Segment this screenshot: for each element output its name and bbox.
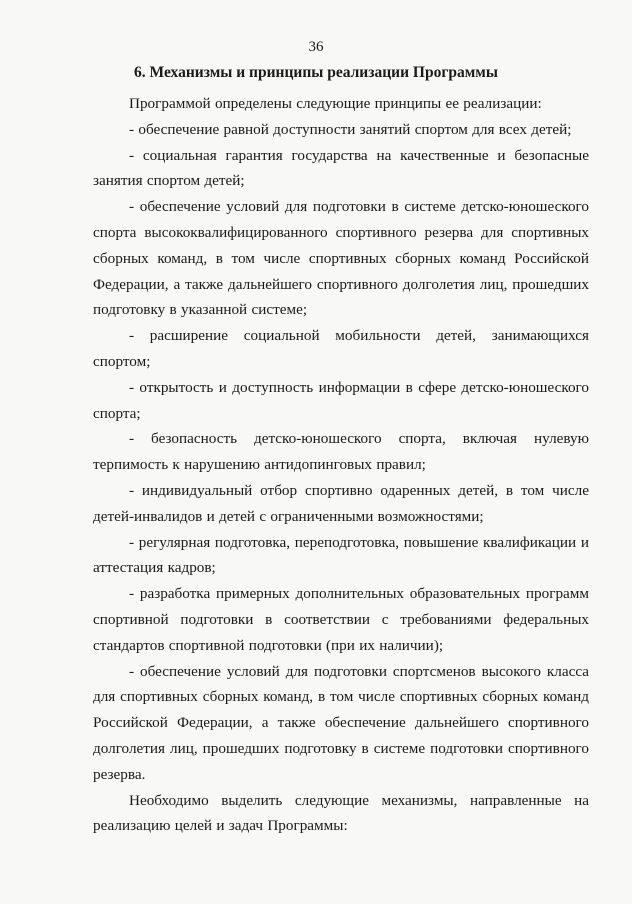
list-item-program-development: - разработка примерных дополнительных образовательных программ спортивной подготовки в соответствии с требованиями федеральных стандартов спортивной подготовки (при их наличии); [93, 585, 589, 654]
list-item-staff-training: - регулярная подготовка, переподготовка, повышение квалификации и аттестация кадров; [93, 533, 589, 577]
page-number: 36 [308, 39, 324, 55]
document-body [93, 91, 589, 839]
list-item-openness: - открытость и доступность информации в сфере детско-юношеского спорта; [93, 378, 589, 422]
list-item-safety: - безопасность детско-юношеского спорта, включая нулевую терпимость к нарушению антидопинговых правил; [93, 430, 589, 474]
list-item-individual-selection: - индивидуальный отбор спортивно одаренных детей, в том числе детей-инвалидов и детей с ограниченными возможностями; [93, 481, 589, 525]
list-item-social-mobility: - расширение социальной мобильности детей, занимающихся спортом; [93, 327, 589, 370]
list-item-reserve-training: - обеспечение условий для подготовки в системе детско-юношеского спорта высококвалифицированного спортивного резерва для спортивных сборных команд, в том числе спортивных сборных команд Российской Федерации, а также дальнейшего спортивного долголетия лиц, прошедших подготовку в указанной системе; [93, 198, 589, 319]
section-heading: 6. Механизмы и принципы реализации Программы [134, 64, 498, 81]
list-item-social-guarantee: - социальная гарантия государства на качественные и безопасные занятия спортом детей; [93, 146, 589, 190]
intro-paragraph: Программой определены следующие принципы ее реализации: [129, 95, 542, 112]
list-item-elite-athletes: - обеспечение условий для подготовки спортсменов высокого класса для спортивных сборных команд, в том числе спортивных сборных команд Российской Федерации, а также обеспечение дальнейшего спортивного долголетия лиц, прошедших подготовку в системе подготовки спортивного резерва. [93, 662, 589, 783]
list-item-equal-access: - обеспечение равной доступности занятий спортом для всех детей; [129, 120, 572, 138]
mechanisms-paragraph: Необходимо выделить следующие механизмы, направленные на реализацию целей и задач Программы: [93, 791, 589, 835]
